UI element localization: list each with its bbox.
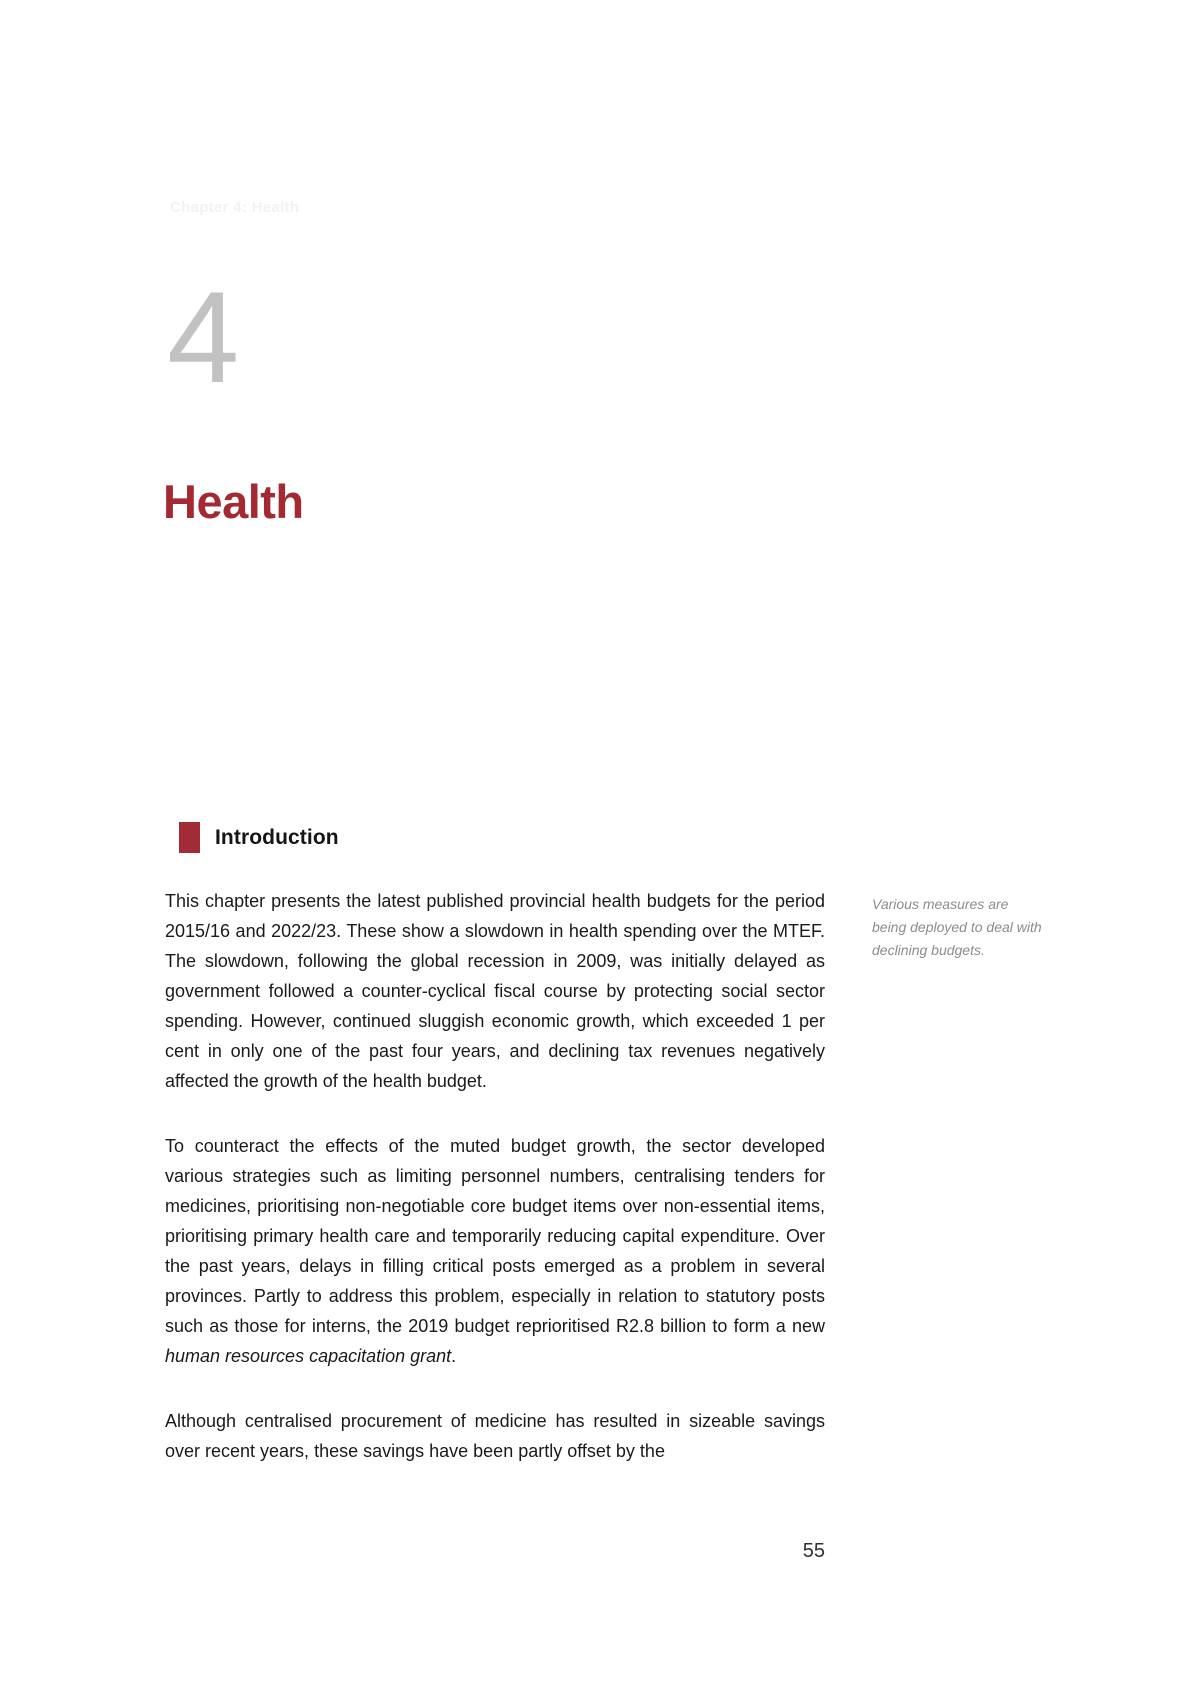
running-header: Chapter 4: Health [170, 199, 300, 216]
page-number: 55 [802, 1540, 825, 1562]
margin-notes-column [872, 893, 1044, 980]
body-paragraph [165, 1406, 825, 1466]
chapter-number: 4 [167, 264, 240, 410]
chapter-title: Health [163, 475, 304, 528]
body-paragraph [165, 886, 825, 1096]
body-text-column [165, 886, 825, 1501]
italic-text-segment: human resources capacitation grant [165, 1346, 452, 1366]
text-segment: . [451, 1346, 457, 1366]
margin-note: Various measures are being deployed to deal with declining budgets. [872, 896, 1042, 958]
text-segment: To counteract the effects of the muted budget growth, the sector developed various strategies such as limiting personnel numbers, centralising tenders for medicines, prioritising non-negotiable core budget items over non-essential items, prioritising primary health care and temporarily reducing capital expenditure. Over the past years, delays in filling critical posts emerged as a problem in several provinces. Partly to address this problem, especially in relation to statutory posts such as those for interns, the 2019 budget reprioritised R2.8 billion to form a new [165, 1136, 825, 1336]
section-heading-introduction: Introduction [215, 826, 339, 849]
body-paragraph [165, 1131, 825, 1371]
red-square-bullet-icon [179, 822, 200, 853]
text-segment: This chapter presents the latest published provincial health budgets for the period 2015/16 and 2022/23. These show a slowdown in health spending over the MTEF. The slowdown, following the global recession in 2009, was initially delayed as government followed a counter-cyclical fiscal course by protecting social sector spending. However, continued sluggish economic growth, which exceeded 1 per cent in only one of the past four years, and declining tax revenues negatively affected the growth of the health budget. [165, 891, 825, 1091]
text-segment: Although centralised procurement of medicine has resulted in sizeable savings over recent years, these savings have been partly offset by the [165, 1411, 825, 1461]
